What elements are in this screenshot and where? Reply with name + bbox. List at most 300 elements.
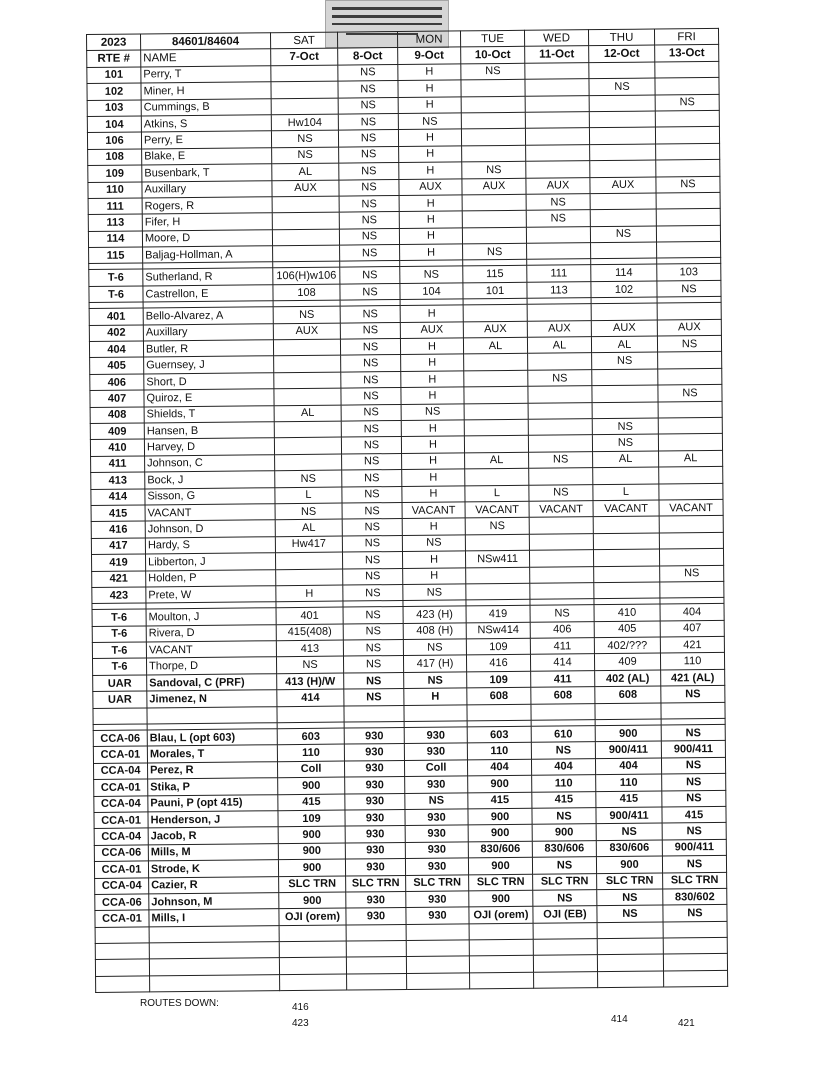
assignment-cell xyxy=(346,957,406,974)
assignment-cell xyxy=(592,385,658,402)
assignment-cell: NS xyxy=(339,146,399,163)
route-cell: 108 xyxy=(88,149,142,166)
carrier-name-cell: Morales, T xyxy=(147,745,277,763)
assignment-cell: 110 xyxy=(596,774,662,791)
route-cell: 423 xyxy=(92,587,146,604)
assignment-cell: NS xyxy=(342,552,402,569)
route-cell: 102 xyxy=(87,83,141,100)
assignment-cell: 900 xyxy=(278,859,345,876)
assignment-cell xyxy=(464,419,528,436)
assignment-cell: 608 xyxy=(467,687,531,704)
assignment-cell: OJI (EB) xyxy=(533,906,597,923)
assignment-cell xyxy=(271,65,338,82)
assignment-cell xyxy=(274,388,341,405)
assignment-cell: NS xyxy=(340,245,400,262)
carrier-name-cell: Holden, P xyxy=(146,569,276,587)
assignment-cell: 830/606 xyxy=(596,840,662,857)
assignment-cell: NS xyxy=(340,283,400,300)
assignment-cell: VACANT xyxy=(529,501,593,518)
assignment-cell: NS xyxy=(662,774,726,791)
carrier-name-cell: Auxillary xyxy=(142,180,272,198)
carrier-name-cell xyxy=(147,706,277,724)
assignment-cell xyxy=(530,583,594,600)
assignment-cell xyxy=(590,209,656,226)
route-cell: 419 xyxy=(91,554,145,571)
assignment-cell xyxy=(470,972,534,989)
carrier-name-cell: Perez, R xyxy=(147,761,277,779)
assignment-cell xyxy=(274,437,341,454)
assignment-cell: 415 xyxy=(468,792,532,809)
assignment-cell: 900 xyxy=(279,892,346,909)
route-cell xyxy=(95,943,149,960)
carrier-name-cell: Bello-Alvarez, A xyxy=(143,307,273,325)
assignment-cell: H xyxy=(401,354,464,371)
assignment-cell: 900 xyxy=(278,843,345,860)
carrier-name-cell: Atkins, S xyxy=(141,115,271,133)
assignment-cell: NS xyxy=(529,451,593,468)
route-cell: CCA-04 xyxy=(94,828,148,845)
assignment-cell: AUX xyxy=(527,320,591,337)
route-cell: UAR xyxy=(93,691,147,708)
assignment-cell xyxy=(469,923,533,940)
assignment-cell xyxy=(660,581,724,598)
assignment-cell: H xyxy=(402,518,465,535)
route-cell: CCA-01 xyxy=(94,779,148,796)
assignment-cell xyxy=(664,970,728,987)
assignment-cell: 109 xyxy=(467,671,531,688)
route-cell: 407 xyxy=(90,390,144,407)
assignment-cell: NS xyxy=(662,823,726,840)
route-cell: 101 xyxy=(87,67,141,84)
assignment-cell: NS xyxy=(403,584,466,601)
assignment-cell xyxy=(527,243,591,260)
assignment-cell: H xyxy=(398,64,461,81)
assignment-cell: 415 xyxy=(662,806,726,823)
assignment-cell xyxy=(656,192,720,209)
assignment-cell: 109 xyxy=(466,638,530,655)
carrier-name-cell: Baljag-Hollman, A xyxy=(143,246,273,264)
assignment-cell: 413 xyxy=(276,640,343,657)
carrier-name-cell: Fifer, H xyxy=(142,213,272,231)
carrier-name-cell xyxy=(150,975,280,993)
assignment-cell xyxy=(406,956,469,973)
carrier-name-cell: Johnson, D xyxy=(145,520,275,538)
assignment-cell xyxy=(464,354,528,371)
assignment-cell: 104 xyxy=(400,283,463,300)
date-cell: 13-Oct xyxy=(655,45,719,62)
assignment-cell: NS xyxy=(597,889,663,906)
carrier-name-cell: Sandoval, C (PRF) xyxy=(147,674,277,692)
assignment-cell: 423 (H) xyxy=(403,606,466,623)
assignment-cell: NS xyxy=(590,226,656,243)
assignment-cell: NS xyxy=(339,163,399,180)
assignment-cell: 930 xyxy=(405,858,468,875)
assignment-cell xyxy=(591,242,657,259)
assignment-cell xyxy=(595,703,661,720)
assignment-cell: 900 xyxy=(595,725,661,742)
assignment-cell: NS xyxy=(592,418,658,435)
assignment-cell: L xyxy=(465,485,529,502)
carrier-name-cell: Short, D xyxy=(144,373,274,391)
day-cell: MON xyxy=(397,31,460,48)
route-cell: CCA-06 xyxy=(95,894,149,911)
assignment-cell: NS xyxy=(589,78,655,95)
assignment-cell xyxy=(469,939,533,956)
assignment-cell: AUX xyxy=(273,323,340,340)
assignment-cell: NS xyxy=(343,607,403,624)
assignment-cell xyxy=(655,127,719,144)
route-cell: 103 xyxy=(87,100,141,117)
assignment-cell xyxy=(528,353,592,370)
assignment-cell: H xyxy=(402,469,465,486)
route-cell: T-6 xyxy=(89,269,143,286)
assignment-cell: H xyxy=(399,211,462,228)
carrier-name-cell: Mills, I xyxy=(149,909,279,927)
assignment-cell: NS xyxy=(526,210,590,227)
assignment-cell: 603 xyxy=(467,726,531,743)
assignment-cell: 413 (H)/W xyxy=(277,673,344,690)
assignment-cell: 405 xyxy=(594,621,660,638)
route-cell: 421 xyxy=(92,570,146,587)
assignment-cell xyxy=(279,925,346,942)
assignment-cell xyxy=(592,369,658,386)
assignment-cell: 417 (H) xyxy=(403,655,466,672)
assignment-cell xyxy=(346,941,406,958)
route-cell: 401 xyxy=(89,308,143,325)
date-cell: 11-Oct xyxy=(525,46,589,63)
assignment-cell xyxy=(465,468,529,485)
assignment-cell: 930 xyxy=(344,760,404,777)
assignment-cell xyxy=(656,225,720,242)
carrier-name-cell: Butler, R xyxy=(143,340,273,358)
assignment-cell: 113 xyxy=(527,282,591,299)
carrier-name-cell: Pauni, P (opt 415) xyxy=(148,794,278,812)
assignment-cell xyxy=(525,62,589,79)
assignment-cell: 930 xyxy=(405,809,468,826)
assignment-cell xyxy=(593,533,659,550)
assignment-cell xyxy=(273,245,340,262)
assignment-cell: H xyxy=(398,129,461,146)
assignment-cell xyxy=(525,128,589,145)
route-cell: 414 xyxy=(91,489,145,506)
assignment-cell: 421 xyxy=(660,636,724,653)
assignment-cell: 900 xyxy=(468,857,532,874)
routes-down-sat-1: 416 xyxy=(292,1002,309,1013)
assignment-cell: OJI (orem) xyxy=(469,907,533,924)
assignment-cell xyxy=(280,974,347,991)
assignment-cell: 900 xyxy=(468,808,532,825)
route-cell: 406 xyxy=(90,374,144,391)
assignment-cell: NS xyxy=(531,742,595,759)
assignment-cell: H xyxy=(402,453,465,470)
assignment-cell: NS xyxy=(405,792,468,809)
assignment-cell: 102 xyxy=(591,281,657,298)
assignment-cell xyxy=(272,212,339,229)
route-cell: 109 xyxy=(88,165,142,182)
day-cell xyxy=(337,32,397,49)
assignment-cell xyxy=(462,194,526,211)
assignment-cell: 411 xyxy=(530,638,594,655)
assignment-cell: 930 xyxy=(405,842,468,859)
assignment-cell xyxy=(271,98,338,115)
assignment-cell xyxy=(590,160,656,177)
assignment-cell: L xyxy=(275,487,342,504)
assignment-cell: NS xyxy=(341,420,401,437)
assignment-cell: NS xyxy=(528,369,592,386)
assignment-cell: 415 xyxy=(532,791,596,808)
assignment-cell xyxy=(663,937,727,954)
assignment-cell: 414 xyxy=(277,689,344,706)
assignment-cell: NS xyxy=(343,656,403,673)
routes-down-fri: 421 xyxy=(678,1018,695,1029)
assignment-cell: NS xyxy=(344,672,404,689)
assignment-cell: VACANT xyxy=(402,502,465,519)
route-cell: 415 xyxy=(91,505,145,522)
assignment-cell: VACANT xyxy=(465,501,529,518)
assignment-cell xyxy=(274,421,341,438)
assignment-cell xyxy=(659,516,723,533)
assignment-cell: 930 xyxy=(405,776,468,793)
route-cell: 408 xyxy=(90,407,144,424)
assignment-cell: 930 xyxy=(405,825,468,842)
carrier-name-cell: Henderson, J xyxy=(148,811,278,829)
assignment-cell: NS xyxy=(403,639,466,656)
assignment-cell: 108 xyxy=(273,284,340,301)
assignment-cell: 106(H)w106 xyxy=(273,268,340,285)
route-cell: 405 xyxy=(90,357,144,374)
routes-down-label: ROUTES DOWN: xyxy=(140,998,219,1009)
assignment-cell xyxy=(465,534,529,551)
assignment-cell: 419 xyxy=(466,606,530,623)
route-cell xyxy=(95,959,149,976)
assignment-cell: 930 xyxy=(406,891,469,908)
assignment-cell xyxy=(663,954,727,971)
assignment-cell: NS xyxy=(339,228,399,245)
assignment-cell xyxy=(407,973,470,990)
assignment-cell: 415 xyxy=(278,794,345,811)
assignment-cell: 930 xyxy=(346,891,406,908)
assignment-cell xyxy=(275,552,342,569)
assignment-cell: 900 xyxy=(468,775,532,792)
assignment-cell: SLC TRN xyxy=(469,874,533,891)
assignment-cell: SLC TRN xyxy=(597,873,663,890)
assignment-cell xyxy=(469,956,533,973)
assignment-cell: AUX xyxy=(272,180,339,197)
assignment-cell: L xyxy=(593,484,659,501)
assignment-cell: 415(408) xyxy=(276,624,343,641)
assignment-cell: NS xyxy=(338,97,398,114)
assignment-cell: H xyxy=(399,228,462,245)
carrier-name-cell: Rivera, D xyxy=(146,624,276,642)
assignment-cell xyxy=(275,454,342,471)
carrier-name-cell: Rogers, R xyxy=(142,197,272,215)
assignment-cell: 603 xyxy=(277,728,344,745)
assignment-cell xyxy=(659,532,723,549)
assignment-cell: SLC TRN xyxy=(533,873,597,890)
assignment-cell: NS xyxy=(662,790,726,807)
assignment-cell: 930 xyxy=(344,744,404,761)
assignment-cell xyxy=(657,303,721,320)
carrier-name-cell: Cummings, B xyxy=(141,98,271,116)
routes-down-sat-2: 423 xyxy=(292,1018,309,1029)
assignment-cell: 406 xyxy=(530,621,594,638)
assignment-cell xyxy=(593,516,659,533)
assignment-cell: NS xyxy=(343,623,403,640)
assignment-cell: 409 xyxy=(594,653,660,670)
assignment-cell: NS xyxy=(340,306,400,323)
assignment-cell: H xyxy=(401,420,464,437)
route-cell xyxy=(93,708,147,725)
assignment-cell: NS xyxy=(341,404,401,421)
assignment-cell: NS xyxy=(596,823,662,840)
route-cell: CCA-06 xyxy=(93,730,147,747)
route-cell: CCA-06 xyxy=(94,845,148,862)
assignment-cell xyxy=(661,702,725,719)
assignment-cell: 411 xyxy=(531,670,595,687)
assignment-cell xyxy=(655,78,719,95)
assignment-cell xyxy=(462,227,526,244)
assignment-cell xyxy=(461,79,525,96)
assignment-cell: NS xyxy=(343,584,403,601)
assignment-cell: H xyxy=(400,305,463,322)
assignment-cell xyxy=(525,79,589,96)
carrier-name-cell: Blau, L (opt 603) xyxy=(147,729,277,747)
route-cell: T-6 xyxy=(92,609,146,626)
carrier-name-cell xyxy=(149,942,279,960)
assignment-cell xyxy=(531,703,595,720)
day-cell: TUE xyxy=(460,30,524,47)
name-label-cell: NAME xyxy=(141,49,271,67)
route-cell: CCA-01 xyxy=(95,910,149,927)
carrier-name-cell xyxy=(149,958,279,976)
assignment-cell xyxy=(658,434,722,451)
assignment-cell xyxy=(529,468,593,485)
assignment-cell: NS xyxy=(342,453,402,470)
assignment-cell xyxy=(464,436,528,453)
assignment-cell: NS xyxy=(400,266,463,283)
assignment-cell: AUX xyxy=(463,321,527,338)
assignment-cell: NS xyxy=(533,890,597,907)
assignment-cell: NS xyxy=(657,280,721,297)
carrier-name-cell xyxy=(149,925,279,943)
assignment-cell: NS xyxy=(275,470,342,487)
assignment-cell: 110 xyxy=(277,744,344,761)
assignment-cell: NS xyxy=(342,519,402,536)
assignment-cell: 414 xyxy=(530,654,594,671)
assignment-cell: NS xyxy=(339,195,399,212)
assignment-cell xyxy=(598,971,664,988)
assignment-cell: 610 xyxy=(531,726,595,743)
route-cell: 110 xyxy=(88,181,142,198)
assignment-cell xyxy=(529,550,593,567)
assignment-cell: NS xyxy=(404,672,467,689)
assignment-cell: 103 xyxy=(657,264,721,281)
assignment-cell: 930 xyxy=(404,743,467,760)
route-cell: T-6 xyxy=(92,658,146,675)
assignment-cell: H xyxy=(400,244,463,261)
assignment-cell: 416 xyxy=(466,655,530,672)
assignment-cell: 830/602 xyxy=(663,888,727,905)
assignment-cell: Hw104 xyxy=(271,114,338,131)
carrier-name-cell: Perry, E xyxy=(141,131,271,149)
assignment-cell xyxy=(526,226,590,243)
assignment-cell xyxy=(461,129,525,146)
assignment-cell: NS xyxy=(658,385,722,402)
assignment-cell xyxy=(462,145,526,162)
assignment-cell: 415 xyxy=(596,791,662,808)
assignment-cell: NS xyxy=(657,335,721,352)
assignment-cell: NS xyxy=(338,64,398,81)
assignment-cell xyxy=(272,229,339,246)
assignment-cell: 900 xyxy=(596,856,662,873)
assignment-cell: NS xyxy=(271,130,338,147)
assignment-cell xyxy=(529,517,593,534)
date-cell: 12-Oct xyxy=(589,45,655,62)
assignment-cell xyxy=(590,144,656,161)
assignment-cell: NS xyxy=(660,565,724,582)
carrier-name-cell: Castrellon, E xyxy=(143,285,273,303)
assignment-cell: NS xyxy=(461,63,525,80)
assignment-cell: NS xyxy=(273,306,340,323)
assignment-cell: 900/411 xyxy=(595,741,661,758)
assignment-cell: NS xyxy=(655,94,719,111)
assignment-cell xyxy=(406,924,469,941)
assignment-cell: 404 xyxy=(531,758,595,775)
assignment-cell xyxy=(663,921,727,938)
assignment-cell xyxy=(593,467,659,484)
assignment-cell: NS xyxy=(592,434,658,451)
date-cell: 10-Oct xyxy=(461,47,525,64)
assignment-cell xyxy=(656,143,720,160)
assignment-cell: AL xyxy=(463,337,527,354)
routes-down-thu: 414 xyxy=(611,1014,628,1025)
assignment-cell: 930 xyxy=(404,727,467,744)
route-cell: 411 xyxy=(91,456,145,473)
assignment-cell: H xyxy=(402,485,465,502)
assignment-cell: 930 xyxy=(345,842,405,859)
assignment-cell: NS xyxy=(341,371,401,388)
assignment-cell: 830/606 xyxy=(468,841,532,858)
carrier-name-cell: Jimenez, N xyxy=(147,690,277,708)
assignment-cell: AL xyxy=(272,163,339,180)
route-ids-cell: 84601/84604 xyxy=(141,33,271,51)
carrier-name-cell: Bock, J xyxy=(145,471,275,489)
assignment-cell xyxy=(466,583,530,600)
assignment-cell: 900 xyxy=(532,824,596,841)
assignment-cell: NS xyxy=(661,757,725,774)
assignment-cell: H xyxy=(400,338,463,355)
assignment-cell: NS xyxy=(339,212,399,229)
assignment-cell xyxy=(279,941,346,958)
assignment-cell: H xyxy=(399,162,462,179)
assignment-cell: NS xyxy=(530,605,594,622)
route-cell: 404 xyxy=(89,341,143,358)
route-cell: 113 xyxy=(88,214,142,231)
carrier-name-cell: Sutherland, R xyxy=(143,268,273,286)
carrier-name-cell: Cazier, R xyxy=(149,876,279,894)
route-cell: 402 xyxy=(89,325,143,342)
assignment-cell xyxy=(659,483,723,500)
assignment-cell xyxy=(276,569,343,586)
assignment-cell: NS xyxy=(532,808,596,825)
assignment-cell xyxy=(464,403,528,420)
assignment-cell xyxy=(404,704,467,721)
assignment-cell: AL xyxy=(527,337,591,354)
assignment-cell: 115 xyxy=(463,266,527,283)
assignment-cell: NS xyxy=(342,502,402,519)
assignment-cell: Coll xyxy=(277,761,344,778)
carrier-name-cell: Harvey, D xyxy=(144,438,274,456)
